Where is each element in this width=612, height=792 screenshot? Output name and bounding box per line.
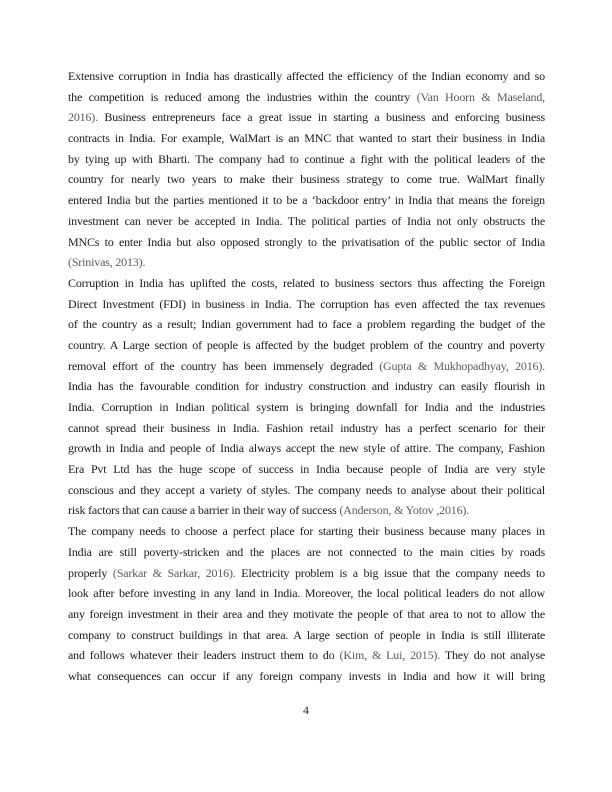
citation: (Anderson, & Yotov ,2016). bbox=[339, 503, 470, 518]
text-line bbox=[68, 542, 545, 563]
text-line bbox=[68, 604, 545, 625]
text-line bbox=[68, 314, 545, 335]
text-run: Era Pvt Ltd has the huge scope of success in India because people of India are very style bbox=[68, 462, 545, 477]
text-line bbox=[68, 583, 545, 604]
citation: (Sarkar & Sarkar, 2016). bbox=[112, 565, 236, 580]
text-run: properly bbox=[68, 565, 113, 580]
text-run: Business entrepreneurs face a great issue in starting a business and enforcing business bbox=[97, 110, 545, 125]
citation: 2016). bbox=[68, 110, 98, 125]
text-run: removal effort of the country has been immensely degraded bbox=[68, 358, 380, 373]
text-run: any foreign investment in their area and they motivate the people of that area to not to allow the bbox=[68, 606, 545, 621]
text-run: risk factors that can cause a barrier in their way of success bbox=[68, 503, 340, 518]
text-line bbox=[68, 128, 545, 149]
text-run: growth in India and people of India always accept the new style of attire. The company, Fashion bbox=[68, 441, 545, 456]
text-run: The company needs to choose a perfect place for starting their business because many places in bbox=[68, 524, 545, 539]
text-line bbox=[68, 645, 545, 666]
text-run: Extensive corruption in India has drastically affected the efficiency of the Indian economy and so bbox=[68, 69, 545, 83]
text-run: Direct Investment (FDI) in business in India. The corruption has even affected the tax revenues bbox=[68, 296, 545, 311]
citation: (Srinivas, 2013). bbox=[68, 255, 146, 270]
text-run: MNCs to enter India but also opposed strongly to the privatisation of the public sector of India bbox=[68, 234, 545, 249]
text-run: investment can never be accepted in India. The political parties of India not only obstructs the bbox=[68, 213, 545, 228]
citation: (Kim, & Lui, 2015). bbox=[339, 648, 441, 663]
citation: (Van Hoorn & Maseland, bbox=[416, 89, 545, 104]
text-run: India. Corruption in Indian political system is bringing downfall for India and the industries bbox=[68, 400, 545, 414]
text-run: of the country as a result; Indian government had to face a problem regarding the budget of the bbox=[68, 317, 545, 332]
text-run: India are still poverty-stricken and the places are not connected to the main cities by roads bbox=[68, 544, 545, 559]
text-line bbox=[68, 232, 545, 253]
text-run: company to construct buildings in that area. A large section of people in India is still illiterate bbox=[68, 627, 545, 642]
text-line bbox=[68, 335, 545, 356]
document-body bbox=[68, 66, 545, 687]
text-line bbox=[68, 625, 545, 646]
text-line bbox=[68, 563, 545, 584]
citation: (Gupta & Mukhopadhyay, 2016). bbox=[379, 358, 545, 373]
text-run: India has the favourable condition for industry construction and industry can easily flourish in bbox=[68, 379, 545, 394]
paragraph bbox=[68, 273, 545, 521]
text-line bbox=[68, 294, 545, 315]
text-run: conscious and they accept a variety of styles. The company needs to analyse about their political bbox=[68, 482, 545, 497]
text-line bbox=[68, 149, 545, 170]
text-line bbox=[68, 211, 545, 232]
text-line bbox=[68, 418, 545, 439]
text-line bbox=[68, 438, 545, 459]
text-run: by tying up with Bharti. The company had to continue a fight with the political leaders of the bbox=[68, 151, 545, 166]
text-line bbox=[68, 459, 545, 480]
text-run: and follows whatever their leaders instruct them to do bbox=[68, 648, 340, 663]
page-number: 4 bbox=[303, 703, 309, 717]
text-line bbox=[68, 87, 545, 108]
text-line bbox=[68, 376, 545, 397]
text-line bbox=[68, 666, 545, 687]
text-run: look after before investing in any land in India. Moreover, the local political leaders do not allow bbox=[68, 586, 545, 601]
text-line bbox=[68, 107, 545, 128]
text-line bbox=[68, 273, 545, 294]
text-line bbox=[68, 252, 545, 273]
text-line bbox=[68, 66, 545, 87]
paragraph bbox=[68, 66, 545, 273]
text-line bbox=[68, 397, 545, 418]
text-run: They do not analyse bbox=[440, 648, 545, 663]
text-run: contracts in India. For example, WalMart is an MNC that wanted to start their business in India bbox=[68, 131, 545, 146]
text-line bbox=[68, 190, 545, 211]
text-run: the competition is reduced among the industries within the country bbox=[68, 89, 417, 104]
text-run: country for nearly two years to make their business strategy to come true. WalMart finally bbox=[68, 172, 545, 187]
text-line bbox=[68, 500, 545, 521]
text-line bbox=[68, 356, 545, 377]
text-run: what consequences can occur if any foreign company invests in India and how it will bring bbox=[68, 668, 545, 683]
text-run: country. A Large section of people is affected by the budget problem of the country and poverty bbox=[68, 337, 545, 352]
text-line bbox=[68, 169, 545, 190]
text-run: entered India but the parties mentioned it to be a ‘backdoor entry’ in India that means the foreign bbox=[68, 193, 545, 208]
text-line bbox=[68, 521, 545, 542]
text-run: Corruption in India has uplifted the costs, related to business sectors thus affecting the Foreign bbox=[68, 275, 545, 290]
text-line bbox=[68, 480, 545, 501]
text-run: cannot spread their business in India. Fashion retail industry has a perfect scenario for their bbox=[68, 420, 545, 435]
text-run: Electricity problem is a big issue that the company needs to bbox=[235, 565, 545, 580]
paragraph bbox=[68, 521, 545, 687]
